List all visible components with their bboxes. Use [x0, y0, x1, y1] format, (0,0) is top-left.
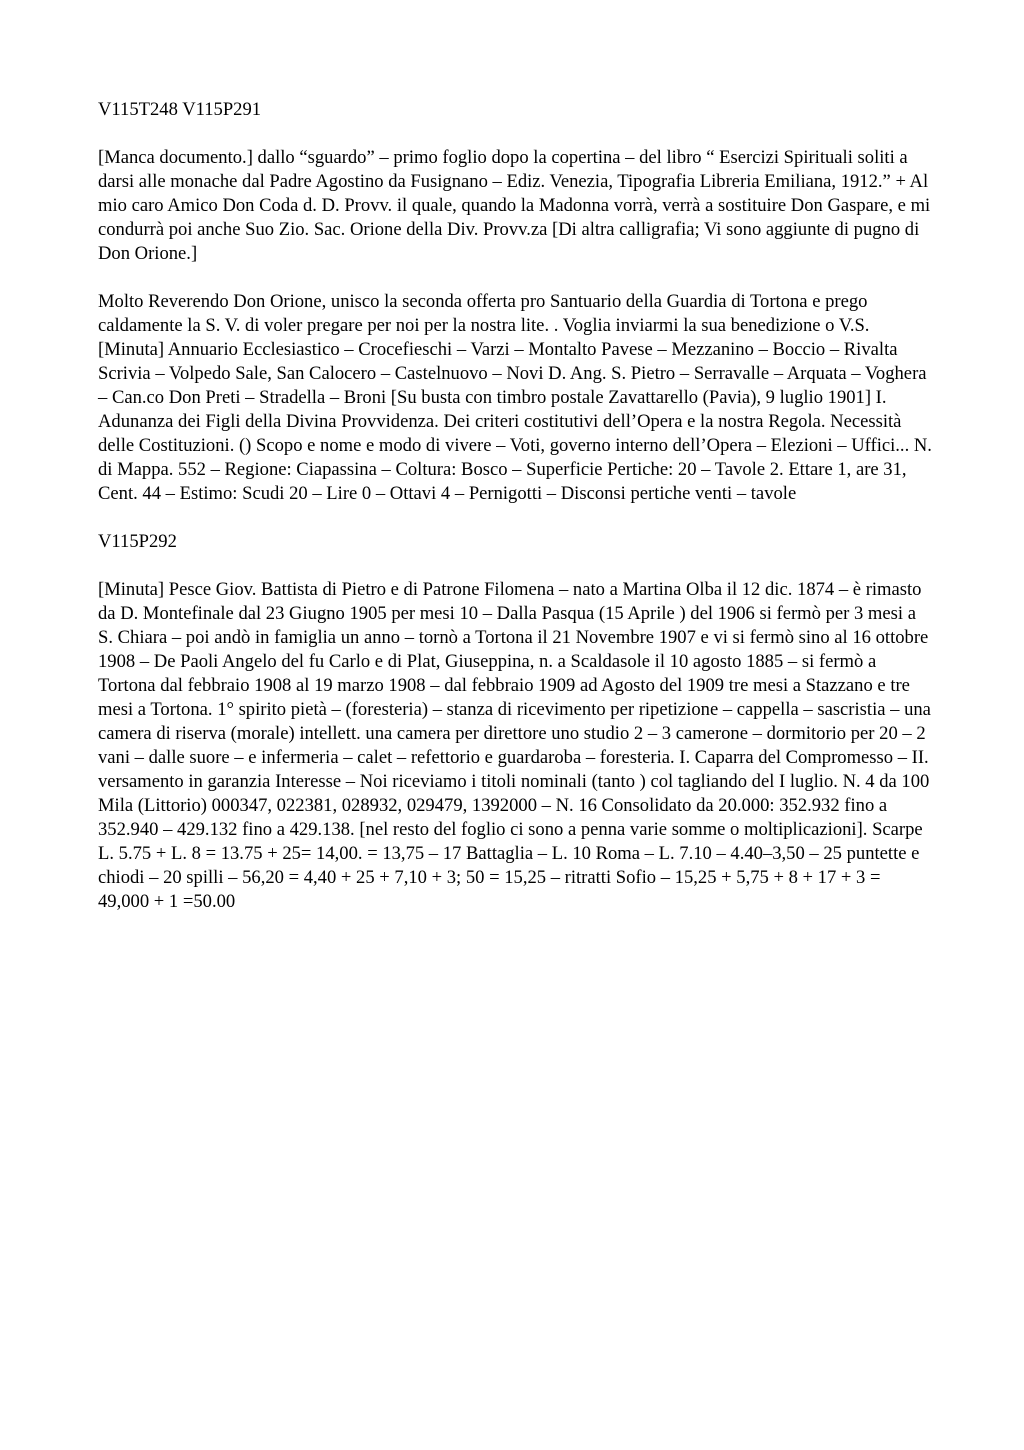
document-paragraph-2: Molto Reverendo Don Orione, unisco la seconda offerta pro Santuario della Guardia di Tortona e prego caldamente la S. V. di voler pregare per noi per la nostra lite. . Voglia inviarmi la sua benedizione o V.S. [Minuta] Annuario Ecclesiastico – Crocefieschi – Varzi – Montalto Pavese – Mezzanino – Boccio – Rivalta Scrivia – Volpedo Sale, San Calocero – Castelnuovo – Novi D. Ang. S. Pietro – Serravalle – Arquata – Voghera – Can.co Don Preti – Stradella – Broni [Su busta con timbro postale Zavattarello (Pavia), 9 luglio 1901] I. Adunanza dei Figli della Divina Provvidenza. Dei criteri costitutivi dell’Opera e la nostra Regola. Necessità delle Costituzioni. () Scopo e nome e modo di vivere – Voti, governo interno dell’Opera – Elezioni – Uffici... N. di Mappa. 552 – Regione: Ciapassina – Coltura: Bosco – Superficie Pertiche: 20 – Tavole 2. Ettare 1, are 31, Cent. 44 – Estimo: Scudi 20 – Lire 0 – Ottavi 4 – Pernigotti – Disconsi pertiche venti – tavole — [98, 291, 932, 504]
document-paragraph-1: [Manca documento.] dallo “sguardo” – primo foglio dopo la copertina – del libro “ Esercizi Spirituali soliti a darsi alle monache dal Padre Agostino da Fusignano – Ediz. Venezia, Tipografia Libreria Emiliana, 1912.” + Al mio caro Amico Don Coda d. D. Provv. il quale, quando la Madonna vorrà, verrà a sostituire Don Gaspare, e mi condurrà poi anche Suo Zio. Sac. Orione della Div. Provv.za [Di altra calligrafia; Vi sono aggiunte di pugno di Don Orione.] — [98, 147, 931, 264]
document-page — [98, 98, 932, 938]
document-heading-2: V115P292 — [98, 531, 177, 552]
document-heading-1: V115T248 V115P291 — [98, 99, 262, 120]
document-paragraph-3: [Minuta] Pesce Giov. Battista di Pietro e di Patrone Filomena – nato a Martina Olba il 12 dic. 1874 – è rimasto da D. Montefinale dal 23 Giugno 1905 per mesi 10 – Dalla Pasqua (15 Aprile ) del 1906 si fermò per 3 mesi a S. Chiara – poi andò in famiglia un anno – tornò a Tortona il 21 Novembre 1907 e vi si fermò sino al 16 ottobre 1908 – De Paoli Angelo del fu Carlo e di Plat, Giuseppina, n. a Scaldasole il 10 agosto 1885 – si fermò a Tortona dal febbraio 1908 al 19 marzo 1908 – dal febbraio 1909 ad Agosto del 1909 tre mesi a Stazzano e tre mesi a Tortona. 1° spirito pietà – (foresteria) – stanza di ricevimento per ripetizione – cappella – sascristia – una camera di riserva (morale) intellett. una camera per direttore uno studio 2 – 3 camerone – dormitorio per 20 – 2 vani – dalle suore – e infermeria – calet – refettorio e guardaroba – foresteria. I. Caparra del Compromesso – II. versamento in garanzia Interesse – Noi riceviamo i titoli nominali (tanto ) col tagliando del I luglio. N. 4 da 100 Mila (Littorio) 000347, 022381, 028932, 029479, 1392000 – N. 16 Consolidato da 20.000: 352.932 fino a 352.940 – 429.132 fino a 429.138. [nel resto del foglio ci sono a penna varie somme o moltiplicazioni]. Scarpe L. 5.75 + L. 8 = 13.75 + 25= 14,00. = 13,75 – 17 Battaglia – L. 10 Roma – L. 7.10 – 4.40–3,50 – 25 puntette e chiodi – 20 spilli – 56,20 = 4,40 + 25 + 7,10 + 3; 50 = 15,25 – ritratti Sofio – 15,25 + 5,75 + 8 + 17 + 3 = 49,000 + 1 =50.00 — [98, 579, 931, 912]
